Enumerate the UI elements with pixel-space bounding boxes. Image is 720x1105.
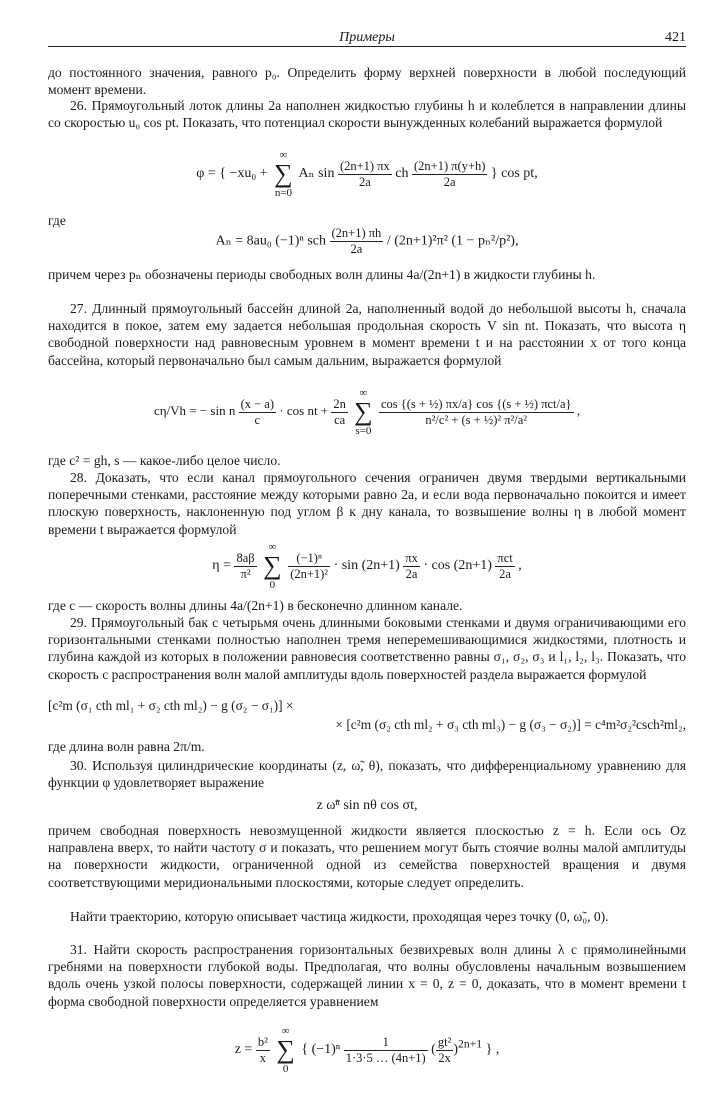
problem-28: 28. Доказать, что если канал прямоугольного сечения ограничен двумя твердыми вертикальными поперечными стенками, расстояние между которыми равно 2a, и если вода первоначально покоится и имеет плоскую поверхность, наклоненную под углом β к дну канала, то возвышение волны η в любой момент времени t выражается формулой	[48, 470, 686, 537]
problem-30: 30. Используя цилиндрические координаты (z, ω̃, θ), показать, что дифференциальному уравнению для функции φ удовлетворяет выражение	[48, 758, 686, 791]
fraction	[330, 226, 384, 257]
numerator: cos {(s + ½) πx/a} cos {(s + ½) πct/a}	[380, 396, 572, 411]
fraction	[331, 397, 348, 428]
sum-upper: ∞	[359, 387, 368, 399]
numerator: 1	[344, 1035, 428, 1051]
sum-lower: s=0	[355, 425, 372, 437]
numerator: πct	[497, 550, 513, 565]
numerator: (2n+1) πx	[339, 158, 390, 173]
denominator: c	[254, 412, 261, 427]
problem-29-continuation: где длина волн равна 2π/m.	[48, 739, 205, 754]
formula-26-An	[48, 226, 686, 257]
fraction	[495, 551, 514, 582]
summation-sign: ∞ ∑ 0	[276, 1025, 295, 1075]
summation-sign: ∞ ∑ n=0	[274, 149, 293, 199]
problem-31: 31. Найти скорость распространения горизонтальных безвихревых волн длины λ с прямолинейными гребнями на поверхности глубокой воды. Предполагая, что волны обусловлены начальным возвышением вдоль очень узкой полосы поверхности, содержащей линии x = 0, z = 0, доказать, что в момент времени t форма свободной поверхности определяется уравнением	[48, 942, 686, 1009]
numerator: 8aβ	[236, 550, 255, 565]
formula-29-line1: [c²m (σ₁ cth ml₁ + σ₂ cth ml₂) − g (σ₂ − σ₁)] ×	[48, 698, 294, 713]
sum-lower: 0	[282, 1063, 289, 1075]
denominator: 2x	[438, 1050, 451, 1065]
numerator: gt²	[437, 1034, 452, 1049]
sum-upper: ∞	[281, 1025, 290, 1037]
problem-26-continuation: причем через pₙ обозначены периоды свободных волн длины 4a/(2n+1) в жидкости глубины h.	[48, 267, 596, 282]
formula-part: } ,	[485, 1042, 500, 1058]
numerator: (2n+1) π(y+h)	[413, 158, 486, 173]
formula-part: } cos pt,	[490, 166, 538, 182]
fraction	[379, 397, 574, 428]
formula-30: z ω̃ⁿ sin nθ cos σt,	[316, 798, 418, 813]
formula-part: ,	[576, 402, 581, 418]
fraction	[239, 397, 276, 428]
exponent: 2n+1	[458, 1037, 483, 1051]
formula-part: · sin (2n+1)	[333, 558, 400, 574]
formula-28-eta	[48, 540, 686, 592]
formula-part: η =	[212, 558, 231, 574]
numerator: πx	[405, 550, 418, 565]
denominator: 2a	[350, 242, 363, 256]
denominator: n²/c² + (s + ½)² π²/a²	[425, 412, 528, 427]
sum-lower: 0	[269, 579, 276, 591]
fraction	[412, 159, 487, 190]
problem-27-continuation: где c² = gh, s — какое-либо целое число.	[48, 453, 281, 468]
formula-part: Aₙ = 8au₀ (−1)ⁿ sch	[215, 233, 326, 249]
fraction	[344, 1035, 428, 1066]
denominator: ca	[334, 412, 346, 427]
denominator: 2a	[443, 174, 456, 189]
fraction	[256, 1035, 270, 1066]
formula-27-eta	[48, 386, 686, 438]
sum-upper: ∞	[268, 541, 277, 553]
page-number: 421	[665, 30, 686, 45]
problem-30-continuation: причем свободная поверхность невозмущенной жидкости является плоскостью z = h. Если ось Oz направлена вверх, то найти частоту σ и показать, что решением могут быть стоячие волны малой амплитуды на поверхности жидкости, ограниченной одной из семейства поверхностей вращения и двумя соответствующими меридиональными плоскостями, которые следует определить.	[48, 823, 686, 890]
fraction	[234, 551, 256, 582]
denominator: (2n+1)²	[290, 566, 329, 581]
formula-26-phi	[48, 148, 686, 200]
fraction	[436, 1035, 453, 1066]
formula-part: · cos (2n+1)	[423, 558, 492, 574]
problem-27: 27. Длинный прямоугольный бассейн длиной 2a, наполненный водой до небольшой высоты h, сначала находится в покое, затем ему задается небольшая продольная скорость V sin nt. Показать, что высота η свободной поверхности над равновесным уровнем в момент времени t и на расстоянии x от того конца бассейна, который первоначально был самым дальним, выражается формулой	[48, 301, 686, 368]
numerator: (−1)ⁿ	[288, 551, 330, 567]
formula-part: { (−1)ⁿ	[301, 1042, 341, 1058]
problem-29: 29. Прямоугольный бак с четырьмя очень длинными боковыми стенками и двумя ограничивающими его горизонтальными стенками полностью наполнен тремя неперемешивающимися жидкостями, плотность и глубина каждой из которых в положении равновесия соответственно равны σ₁, σ₂, σ₃ и l₁, l₂, l₃. Показать, что скорость c распространения волн малой амплитуды вдоль поверхностей раздела выражается формулой	[48, 615, 686, 682]
problem-26: 26. Прямоугольный лоток длины 2a наполнен жидкостью глубины h и колеблется в направлении длины со скоростью u₀ cos pt. Показать, что потенциал скорости вынужденных колебаний выражается формулой	[48, 98, 686, 131]
sum-upper: ∞	[279, 149, 288, 161]
denominator: x	[259, 1050, 266, 1065]
summation-sign: ∞ ∑ s=0	[354, 387, 373, 437]
summation-sign: ∞ ∑ 0	[263, 541, 282, 591]
running-header	[48, 26, 686, 47]
fraction	[288, 551, 330, 582]
formula-31: z = $\frac{\text{b²}}{x}$ ∞ ∑ 0 { (−1)ⁿ $\frac{1}{1\cdot 3\cdot 5 \dots (4n+1)}$ ( $\frac{\text{gt²}}{2x}$ )$^{2n+1}$ } ,	[234, 1025, 500, 1075]
problem-28-continuation: где c — скорость волны длины 4a/(2n+1) в бесконечно длинном канале.	[48, 598, 463, 613]
formula-part: cη/Vh = − sin n	[153, 402, 236, 418]
numerator: (x − a)	[240, 396, 275, 411]
paragraph-continuation: до постоянного значения, равного p₀. Определить форму верхней поверхности в любой последующий момент времени.	[48, 65, 686, 98]
formula-part: z =	[234, 1042, 253, 1058]
numerator: 2n	[333, 396, 346, 411]
formula-part: ,	[518, 558, 522, 574]
formula-part: φ = {	[196, 166, 226, 182]
denominator: 2a	[499, 566, 511, 581]
numerator: b²	[257, 1034, 268, 1049]
denominator: 2a	[358, 174, 371, 189]
formula-29-line2: × [c²m (σ₂ cth ml₂ + σ₃ cth ml₃) − g (σ₃ − σ₂)] = c⁴m²σ₂²csch²ml₂,	[335, 717, 686, 732]
formula-part: · cos nt +	[279, 402, 329, 418]
problem-30-trajectory: Найти траекторию, которую описывает частица жидкости, проходящая через точку (0, ω̃₀, 0).	[70, 909, 609, 924]
label-gde: где	[48, 213, 66, 228]
denominator: 1·3·5 … (4n+1)	[345, 1050, 426, 1065]
fraction	[403, 551, 420, 582]
running-title: Примеры	[339, 30, 395, 45]
formula-part: −xu₀ +	[229, 166, 268, 182]
denominator: π²	[240, 566, 251, 581]
fraction	[338, 159, 392, 190]
numerator: (2n+1) πh	[331, 226, 382, 240]
formula-part: Aₙ sin	[298, 166, 335, 182]
formula-part: / (2n+1)²π² (1 − pₙ²/p²),	[386, 233, 519, 249]
sum-lower: n=0	[274, 187, 293, 199]
formula-part: ch	[395, 166, 409, 182]
denominator: 2a	[405, 566, 418, 581]
